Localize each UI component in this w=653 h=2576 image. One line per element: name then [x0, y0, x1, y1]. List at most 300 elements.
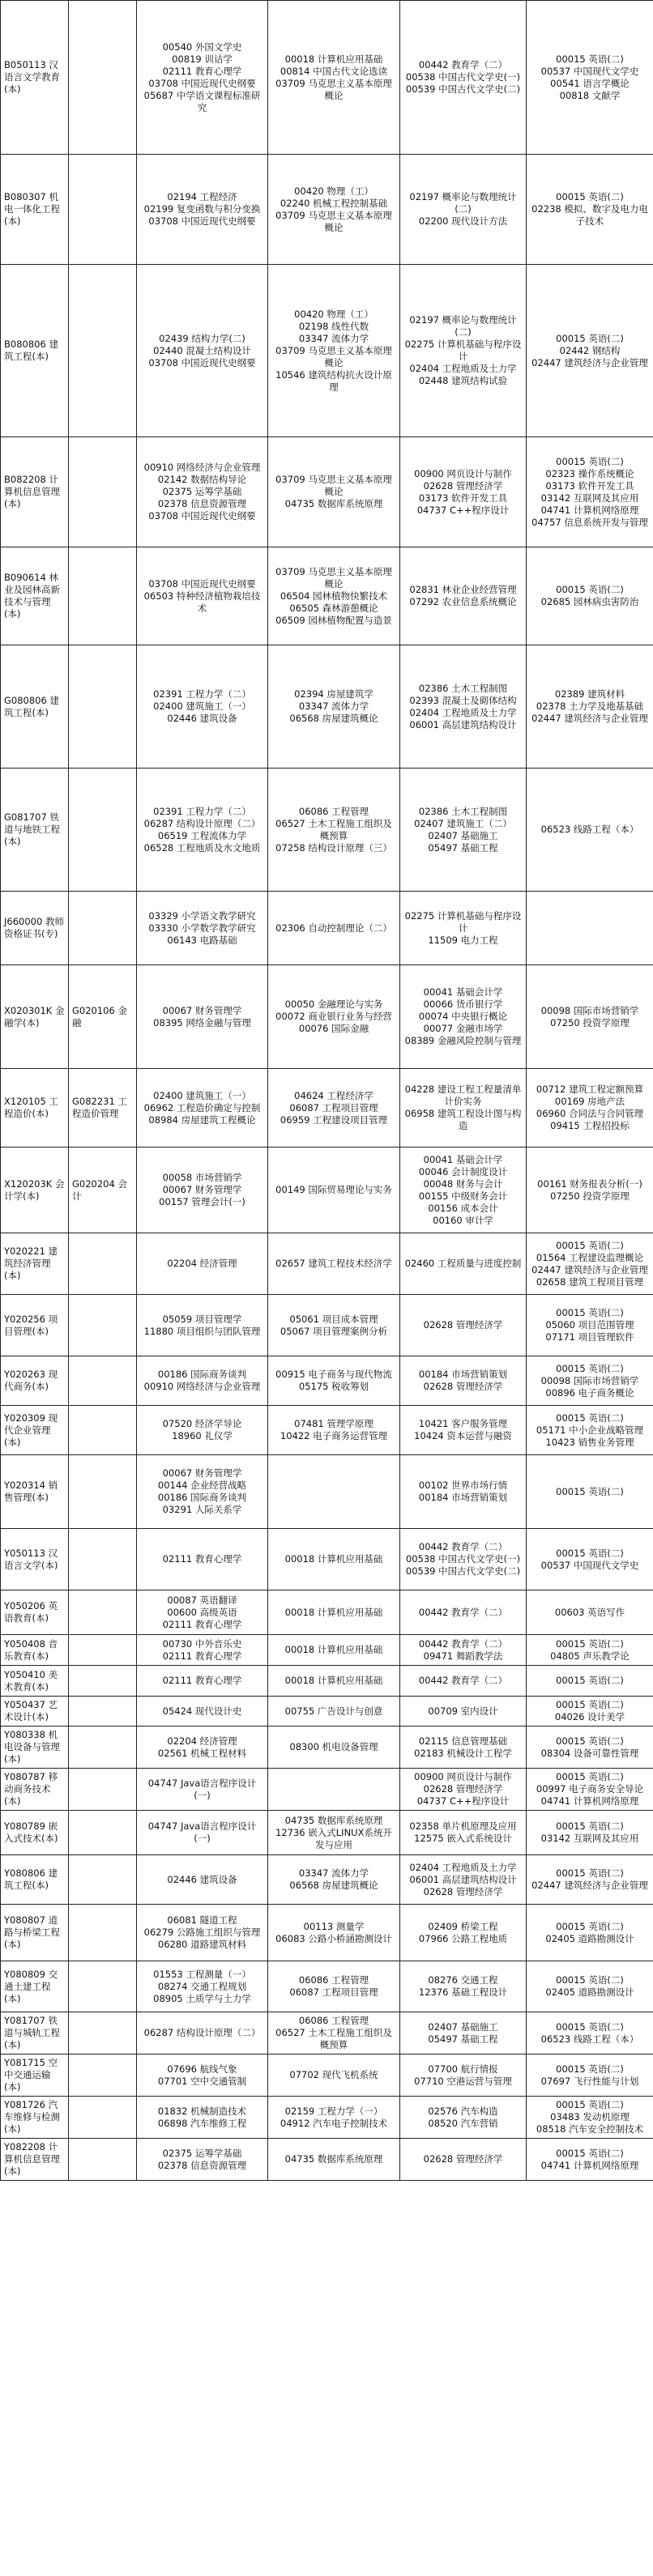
course-entry: 08389 金融风险控制与管理	[404, 1035, 522, 1046]
course-entry: 02204 经济管理	[167, 1258, 237, 1269]
course-entry: 05067 项目管理案例分析	[280, 1325, 388, 1337]
course-entry: 03709 马克思主义基本原理概论	[275, 474, 392, 497]
schedule-row	[1, 2139, 653, 2181]
course-entry: 06958 建筑工程设计图与构造	[404, 1108, 522, 1131]
course-entry: 03483 发动机原理	[550, 2111, 630, 2123]
course-entry: 00896 电子商务概论	[545, 1386, 634, 1399]
course-entry: 03708 中国近现代史纲要	[148, 215, 256, 227]
course-entry: 00113 测量学	[303, 1920, 365, 1932]
exam-session-1-cell	[137, 1855, 268, 1905]
course-entry: 00442 教育学（二）	[418, 1637, 508, 1650]
course-entry: 05171 中小企业战略管理	[536, 1424, 644, 1436]
exam-session-1-cell	[137, 645, 268, 769]
exam-session-1-cell	[137, 1727, 268, 1769]
exam-session-2-cell	[268, 1069, 400, 1147]
exam-session-1-cell	[137, 1666, 268, 1697]
course-entry: 02378 土力学及地基基础	[536, 700, 644, 712]
related-major-cell	[69, 2012, 137, 2054]
course-entry: 02405 道路勘测设计	[545, 1986, 634, 1998]
exam-session-2-cell	[268, 1529, 400, 1590]
course-entry: 01553 工程测量（一）	[153, 1968, 251, 1980]
course-entry: 08520 汽车营销	[428, 2117, 498, 2129]
course-entry: 00541 语言学概论	[550, 77, 630, 89]
related-major-cell	[69, 1769, 137, 1811]
exam-session-4-cell	[527, 1727, 653, 1769]
exam-session-4-cell	[527, 2139, 653, 2181]
related-major-cell	[69, 1697, 137, 1727]
course-entry: 06898 汽车维修工程	[157, 2117, 247, 2129]
course-entry: 00015 英语(二)	[556, 1974, 624, 1986]
course-entry: 00730 中外音乐史	[162, 1637, 242, 1650]
exam-session-1-cell	[137, 2054, 268, 2097]
exam-session-1-cell	[137, 1635, 268, 1666]
major-cell: Y050437 艺术设计(本)	[1, 1697, 69, 1727]
schedule-row	[1, 1455, 653, 1529]
schedule-row	[1, 1961, 653, 2012]
major-cell: B090614 林业及园林高新技术与管理(本)	[1, 547, 69, 645]
course-entry: 03329 小学语文教学研究	[148, 909, 256, 922]
course-entry: 00015 英语(二)	[556, 1820, 624, 1832]
exam-session-2-cell	[268, 1811, 400, 1855]
course-entry: 04737 C++程序设计	[416, 504, 510, 516]
course-entry: 02306 自动控制理论（二）	[275, 922, 392, 934]
course-entry: 00058 市场营销学	[162, 1172, 242, 1183]
exam-session-2-cell	[268, 2012, 400, 2054]
exam-session-1-cell	[137, 2097, 268, 2139]
course-entry: 02447 建筑经济与企业管理	[531, 713, 648, 724]
course-entry: 08274 交通工程规划	[157, 1980, 247, 1992]
course-entry: 00015 英语(二)	[556, 1637, 624, 1650]
course-entry: 00015 英语(二)	[556, 191, 624, 202]
course-entry: 02183 机械设计工程学	[414, 1747, 512, 1759]
exam-session-3-cell	[400, 1, 527, 155]
major-cell: X120203K 会计学(本)	[1, 1147, 69, 1233]
course-entry: 02447 建筑经济与企业管理	[531, 356, 648, 368]
schedule-row	[1, 892, 653, 965]
course-entry: 00018 计算机应用基础	[284, 1553, 383, 1565]
major-cell: Y050113 汉语言文学(本)	[1, 1529, 69, 1590]
exam-session-3-cell	[400, 1905, 527, 1961]
exam-session-4-cell	[527, 155, 653, 265]
course-entry: 00910 网络经济与企业管理	[143, 1381, 261, 1392]
exam-session-4-cell	[527, 1356, 653, 1406]
exam-session-2-cell	[268, 1295, 400, 1356]
course-entry: 06001 高层建筑结构设计	[409, 718, 517, 730]
schedule-row	[1, 645, 653, 769]
course-entry: 06086 工程管理	[298, 2015, 369, 2026]
exam-session-1-cell	[137, 1961, 268, 2012]
course-entry: 06527 土木工程施工组织及概预算	[275, 817, 392, 841]
course-entry: 07250 投资学原理	[550, 1190, 630, 1202]
course-entry: 02111 教育心理学	[162, 1650, 242, 1662]
course-entry: 02275 计算机基础与程序设计	[404, 338, 522, 362]
major-cell: Y080809 交通土建工程(本)	[1, 1961, 69, 2012]
course-entry: 00600 高级英语	[167, 1606, 237, 1618]
schedule-row	[1, 437, 653, 547]
course-entry: 00540 外国文学史	[162, 40, 242, 53]
course-entry: 11509 电力工程	[428, 934, 498, 946]
exam-session-3-cell	[400, 645, 527, 769]
related-major-cell	[69, 1666, 137, 1697]
major-cell: Y020221 建筑经济管理(本)	[1, 1233, 69, 1295]
related-major-cell	[69, 892, 137, 965]
course-entry: 02378 信息资源管理	[157, 2159, 247, 2171]
major-cell: Y082208 计算机信息管理(本)	[1, 2139, 69, 2181]
course-entry: 07697 飞行性能与计划	[540, 2075, 639, 2087]
exam-session-4-cell	[527, 1529, 653, 1590]
related-major-cell	[69, 1635, 137, 1666]
course-entry: 08300 机电设备管理	[289, 1741, 378, 1752]
course-entry: 08395 网络金融与管理	[153, 1016, 251, 1028]
schedule-row	[1, 265, 653, 437]
course-entry: 05687 中学语文课程标准研究	[143, 89, 261, 113]
course-entry: 08905 土质学与土力学	[153, 1992, 251, 2004]
exam-session-2-cell	[268, 1635, 400, 1666]
schedule-row	[1, 547, 653, 645]
schedule-row	[1, 1147, 653, 1233]
course-entry: 02439 结构力学(二)	[159, 332, 245, 344]
course-entry: 03709 马克思主义基本原理概论	[275, 565, 392, 590]
course-entry: 06287 结构设计原理（二）	[143, 817, 261, 829]
exam-session-1-cell	[137, 1590, 268, 1635]
course-entry: 02115 信息管理基础	[418, 1735, 508, 1747]
exam-session-2-cell	[268, 1406, 400, 1455]
course-entry: 00077 金融市场学	[423, 1023, 503, 1034]
course-entry: 00915 电子商务与现代物流	[275, 1369, 392, 1380]
course-entry: 04026 设计美学	[554, 1711, 625, 1722]
course-entry: 02658 建筑工程项目管理	[536, 1275, 644, 1288]
major-cell: Y080807 道路与桥梁工程(本)	[1, 1905, 69, 1961]
exam-session-1-cell	[137, 1406, 268, 1455]
exam-session-3-cell	[400, 1455, 527, 1529]
course-entry: 10546 建筑结构抗火设计原理	[275, 368, 392, 393]
course-entry: 02404 工程地质及土力学	[409, 363, 517, 374]
course-entry: 04741 计算机网络原理	[540, 1795, 639, 1807]
course-entry: 00900 网页设计与制作	[414, 1771, 512, 1782]
exam-session-2-cell	[268, 2054, 400, 2097]
schedule-row	[1, 1727, 653, 1769]
exam-session-1-cell	[137, 1905, 268, 1961]
exam-session-4-cell	[527, 1769, 653, 1811]
course-entry: 02111 教育心理学	[162, 1618, 242, 1630]
course-entry: 00066 货币银行学	[423, 998, 503, 1010]
exam-session-4-cell	[527, 547, 653, 645]
schedule-row	[1, 1635, 653, 1666]
exam-session-3-cell	[400, 1961, 527, 2012]
related-major-cell: G082231 工程造价管理	[69, 1069, 137, 1147]
related-major-cell	[69, 2054, 137, 2097]
course-entry: 07292 农业信息系统概论	[409, 596, 517, 607]
course-entry: 00067 财务管理学	[162, 1467, 242, 1479]
major-cell: Y050410 美术教育(本)	[1, 1666, 69, 1697]
exam-session-4-cell	[527, 1590, 653, 1635]
course-entry: 00015 英语(二)	[556, 455, 624, 467]
course-entry: 07702 现代飞机系统	[289, 2069, 378, 2080]
exam-session-1-cell	[137, 1697, 268, 1727]
course-entry: 02389 建筑材料	[554, 688, 625, 700]
related-major-cell	[69, 1295, 137, 1356]
exam-session-3-cell	[400, 2139, 527, 2181]
course-entry: 06087 工程项目管理	[289, 1986, 378, 1998]
course-entry: 07700 航行情报	[428, 2063, 498, 2075]
related-major-cell: G020204 会计	[69, 1147, 137, 1233]
exam-session-4-cell	[527, 1, 653, 155]
course-entry: 00015 英语(二)	[556, 332, 624, 344]
course-entry: 00072 商业银行业务与经营	[275, 1011, 392, 1022]
exam-session-2-cell	[268, 155, 400, 265]
course-entry: 00155 中级财务会计	[418, 1190, 508, 1202]
schedule-row	[1, 1, 653, 155]
course-entry: 02404 工程地质及土力学	[409, 1861, 517, 1873]
related-major-cell: G020106 金融	[69, 965, 137, 1069]
major-cell: Y050206 英语教育(本)	[1, 1590, 69, 1635]
course-entry: 02405 道路勘测设计	[545, 1932, 634, 1944]
exam-session-4-cell	[527, 265, 653, 437]
course-entry: 02111 教育心理学	[162, 65, 242, 77]
exam-session-1-cell	[137, 1, 268, 155]
exam-session-3-cell	[400, 1590, 527, 1635]
course-entry: 00015 英语(二)	[556, 1411, 624, 1424]
course-entry: 04805 声乐教学论	[550, 1650, 630, 1662]
exam-session-3-cell	[400, 1356, 527, 1406]
exam-session-2-cell	[268, 1590, 400, 1635]
course-entry: 02407 基础施工	[428, 2020, 498, 2033]
course-entry: 04912 汽车电子控制技术	[280, 2117, 388, 2129]
course-entry: 02393 混凝土及砌体结构	[409, 694, 517, 706]
course-entry: 06519 工程流体力学	[157, 829, 247, 841]
related-major-cell	[69, 1590, 137, 1635]
exam-session-2-cell	[268, 1961, 400, 2012]
exam-session-2-cell	[268, 1, 400, 155]
course-entry: 00144 企业经营战略	[157, 1480, 247, 1491]
course-entry: 00018 计算机应用基础	[284, 1644, 383, 1655]
exam-session-1-cell	[137, 155, 268, 265]
course-entry: 02409 桥梁工程	[428, 1920, 498, 1932]
exam-session-1-cell	[137, 1529, 268, 1590]
exam-session-2-cell	[268, 1147, 400, 1233]
exam-session-4-cell	[527, 1233, 653, 1295]
course-entry: 10424 资本运营与融资	[414, 1430, 512, 1441]
exam-session-1-cell	[137, 1769, 268, 1811]
course-entry: 02198 线性代数	[298, 320, 369, 332]
related-major-cell	[69, 1905, 137, 1961]
course-entry: 00603 英语写作	[554, 1606, 625, 1618]
exam-session-3-cell	[400, 1811, 527, 1855]
schedule-row	[1, 1769, 653, 1811]
course-entry: 02391 工程力学（二）	[153, 805, 251, 817]
exam-session-3-cell	[400, 547, 527, 645]
exam-session-1-cell	[137, 769, 268, 892]
course-entry: 05059 项目管理学	[162, 1313, 242, 1325]
exam-session-1-cell	[137, 2012, 268, 2054]
major-cell: Y081726 汽车维修与检测(本)	[1, 2097, 69, 2139]
course-entry: 00102 世界市场行情	[418, 1480, 508, 1491]
course-entry: 02394 房屋建筑学	[294, 688, 373, 700]
course-entry: 06527 土木工程施工组织及概预算	[275, 2027, 392, 2050]
exam-session-4-cell	[527, 1635, 653, 1666]
major-cell: G080806 建筑工程(本)	[1, 645, 69, 769]
course-entry: 00015 英语(二)	[556, 1362, 624, 1374]
course-entry: 03291 人际关系学	[162, 1504, 242, 1515]
exam-session-2-cell	[268, 2139, 400, 2181]
course-entry: 00538 中国古代文学史(一)	[405, 71, 521, 83]
course-entry: 00041 基础会计学	[423, 1153, 503, 1165]
schedule-row	[1, 1697, 653, 1727]
exam-session-3-cell	[400, 1727, 527, 1769]
course-entry: 02657 建筑工程技术经济学	[275, 1258, 392, 1269]
course-entry: 02447 建筑经济与企业管理	[531, 1880, 648, 1891]
course-entry: 04735 数据库系统原理	[284, 1814, 383, 1826]
major-cell: Y020314 销售管理(本)	[1, 1455, 69, 1529]
course-entry: 00015 英语(二)	[556, 1307, 624, 1318]
course-entry: 02375 运筹学基础	[162, 2147, 242, 2159]
course-entry: 02561 机械工程材料	[157, 1747, 247, 1759]
course-entry: 00442 教育学（二）	[418, 1675, 508, 1686]
course-entry: 00712 建筑工程定额预算	[536, 1084, 644, 1095]
major-cell: Y020263 现代商务(本)	[1, 1356, 69, 1406]
course-entry: 02628 管理经济学	[423, 2153, 503, 2165]
course-entry: 00814 中国古代文论选读	[280, 65, 388, 77]
exam-session-1-cell	[137, 437, 268, 547]
course-entry: 01564 工程建设监理概论	[536, 1251, 644, 1263]
exam-session-3-cell	[400, 155, 527, 265]
exam-session-4-cell	[527, 1697, 653, 1727]
course-entry: 09415 工程招投标	[550, 1120, 630, 1131]
exam-session-3-cell	[400, 1529, 527, 1590]
major-cell: Y020309 现代企业管理(本)	[1, 1406, 69, 1455]
exam-session-4-cell	[527, 965, 653, 1069]
course-entry: 02446 建筑设备	[167, 713, 237, 724]
exam-session-4-cell	[527, 1069, 653, 1147]
course-entry: 00015 英语(二)	[556, 2063, 624, 2075]
related-major-cell	[69, 1961, 137, 2012]
course-entry: 07171 项目管理软件	[545, 1331, 634, 1343]
schedule-row	[1, 1295, 653, 1356]
exam-session-2-cell	[268, 1905, 400, 1961]
course-entry: 00755 广告设计与创意	[284, 1705, 383, 1717]
course-entry: 00818 文献学	[559, 89, 621, 101]
course-entry: 00018 计算机应用基础	[284, 53, 383, 65]
related-major-cell	[69, 1727, 137, 1769]
schedule-row	[1, 769, 653, 892]
course-entry: 08984 房屋建筑工程概论	[148, 1113, 256, 1126]
exam-session-1-cell	[137, 1455, 268, 1529]
major-cell: B050113 汉语言文学教育(本)	[1, 1, 69, 155]
related-major-cell	[69, 769, 137, 892]
exam-session-3-cell	[400, 2097, 527, 2139]
course-entry: 10423 销售业务管理	[545, 1436, 634, 1448]
course-entry: 00186 国际商务谈判	[157, 1369, 247, 1380]
exam-session-2-cell	[268, 645, 400, 769]
course-entry: 02378 信息资源管理	[157, 498, 247, 509]
exam-session-4-cell	[527, 2054, 653, 2097]
schedule-row	[1, 1590, 653, 1635]
course-entry: 05061 项目成本管理	[289, 1313, 378, 1325]
course-entry: 00087 英语翻译	[167, 1594, 237, 1606]
exam-session-3-cell	[400, 1147, 527, 1233]
exam-session-4-cell	[527, 1666, 653, 1697]
course-entry: 06087 工程项目管理	[289, 1101, 378, 1113]
exam-session-4-cell	[527, 769, 653, 892]
course-entry: 02448 建筑结构试验	[418, 375, 508, 386]
course-entry: 18960 礼仪学	[172, 1430, 233, 1441]
course-entry: 06503 特种经济植物栽培技术	[143, 590, 261, 614]
course-entry: 02400 建筑施工（一）	[153, 1089, 251, 1101]
schedule-row	[1, 1069, 653, 1147]
course-entry: 06962 工程造价确定与控制	[143, 1101, 261, 1113]
related-major-cell	[69, 1529, 137, 1590]
major-cell: Y050408 音乐教育(本)	[1, 1635, 69, 1666]
schedule-row	[1, 1855, 653, 1905]
course-entry: 02386 土木工程制图	[418, 805, 508, 817]
exam-session-4-cell	[527, 645, 653, 769]
course-entry: 00442 教育学（二）	[418, 1606, 508, 1618]
course-entry: 04747 Java语言程序设计(一)	[147, 1820, 257, 1844]
course-entry: 10422 电子商务运营管理	[280, 1430, 388, 1441]
course-entry: 02628 管理经济学	[423, 1381, 503, 1392]
course-entry: 05497 基础工程	[428, 841, 498, 854]
course-entry: 02358 单片机原理及应用	[409, 1820, 517, 1832]
course-entry: 07710 空港运营与管理	[414, 2075, 512, 2087]
course-entry: 03708 中国近现代史纲要	[148, 77, 256, 89]
exam-session-4-cell	[527, 1855, 653, 1905]
exam-session-1-cell	[137, 1233, 268, 1295]
exam-session-3-cell	[400, 1069, 527, 1147]
exam-session-1-cell	[137, 2139, 268, 2181]
related-major-cell	[69, 1406, 137, 1455]
course-entry: 00015 英语(二)	[556, 1547, 624, 1559]
course-entry: 00076 国际金融	[298, 1023, 369, 1034]
exam-session-1-cell	[137, 547, 268, 645]
major-cell: B080806 建筑工程(本)	[1, 265, 69, 437]
course-entry: 00900 网页设计与制作	[414, 467, 512, 479]
course-entry: 02386 土木工程制图	[418, 682, 508, 694]
major-cell: Y080806 建筑工程(本)	[1, 1855, 69, 1905]
course-entry: 00041 基础会计学	[423, 986, 503, 998]
exam-session-1-cell	[137, 265, 268, 437]
course-entry: 00015 英语(二)	[556, 1675, 624, 1686]
exam-schedule-rows	[1, 1, 653, 2181]
exam-session-4-cell	[527, 1905, 653, 1961]
course-entry: 00910 网络经济与企业管理	[143, 462, 261, 473]
exam-session-3-cell	[400, 1233, 527, 1295]
exam-session-4-cell	[527, 2097, 653, 2139]
course-entry: 02407 基础施工	[428, 829, 498, 841]
course-entry: 02628 管理经济学	[423, 1783, 503, 1795]
exam-session-2-cell	[268, 1233, 400, 1295]
course-entry: 04735 数据库系统原理	[284, 498, 383, 509]
exam-session-2-cell	[268, 1855, 400, 1905]
course-entry: 00015 英语(二)	[556, 1735, 624, 1747]
exam-session-3-cell	[400, 1769, 527, 1811]
course-entry: 02391 工程力学（二）	[153, 688, 251, 700]
course-entry: 04735 数据库系统原理	[284, 2153, 383, 2165]
course-entry: 03708 中国近现代史纲要	[148, 510, 256, 522]
course-entry: 00015 英语(二)	[556, 2020, 624, 2033]
course-entry: 00997 电子商务安全导论	[536, 1783, 644, 1795]
course-entry: 07481 管理学原理	[294, 1418, 373, 1429]
course-entry: 03347 流体力学	[298, 1867, 369, 1879]
exam-session-3-cell	[400, 2012, 527, 2054]
exam-session-4-cell	[527, 892, 653, 965]
exam-session-3-cell	[400, 1666, 527, 1697]
course-entry: 04741 计算机网络原理	[540, 2159, 639, 2171]
course-entry: 00015 英语(二)	[556, 1485, 624, 1497]
related-major-cell	[69, 1855, 137, 1905]
course-entry: 00015 英语(二)	[556, 2099, 624, 2110]
course-entry: 00442 教育学（二）	[418, 59, 508, 70]
exam-session-1-cell	[137, 1147, 268, 1233]
